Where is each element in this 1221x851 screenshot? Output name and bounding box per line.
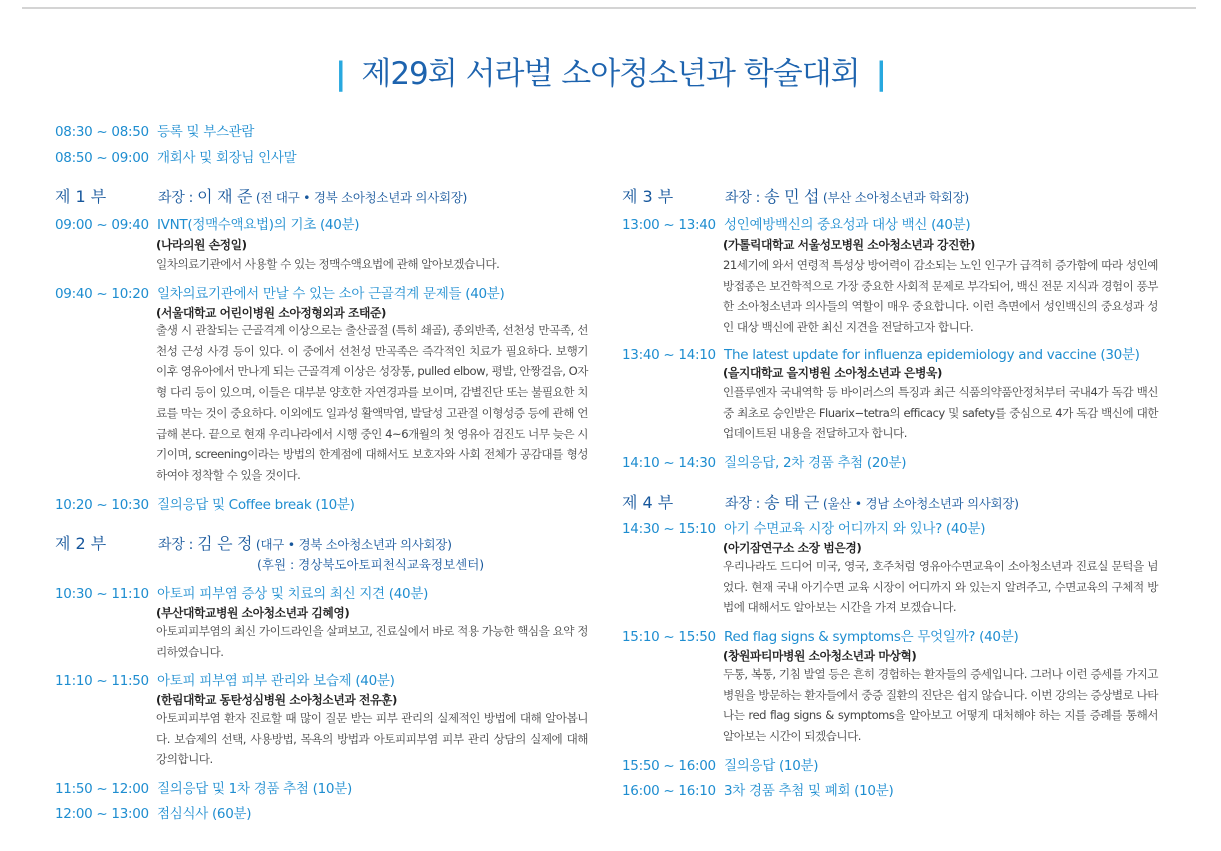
topic: 성인예방백신의 중요성과 대상 백신 (40분): [724, 217, 971, 233]
session-header: [55, 531, 452, 554]
schedule-row: [55, 802, 251, 822]
talk-description: 아토피피부염의 최신 가이드라인을 살펴보고, 진료실에서 바로 적용 가능한 핵심을 요약 정리하였습니다.: [156, 624, 588, 659]
schedule-row: [55, 777, 352, 797]
schedule-row: [55, 213, 359, 233]
time: 09:00 ~ 09:40: [55, 217, 149, 233]
topic: 질의응답 및 Coffee break (10분): [157, 497, 355, 513]
speaker: (을지대학교 을지병원 소아청소년과 은병욱): [723, 366, 943, 380]
page-title: | 제29회 서라벌 소아청소년과 학술대회 |: [335, 56, 886, 92]
topic: 개회사 및 회장님 인사말: [157, 150, 297, 166]
session-label: 제 2 부: [55, 534, 107, 553]
schedule-row: [622, 451, 906, 471]
schedule-row: [622, 625, 1018, 645]
session-header: [622, 184, 969, 207]
time: 15:10 ~ 15:50: [622, 629, 716, 645]
topic: Red flag signs & symptoms은 무엇일까? (40분): [724, 629, 1019, 645]
schedule-row: [622, 343, 1140, 363]
time: 12:00 ~ 13:00: [55, 806, 149, 822]
time: 11:10 ~ 11:50: [55, 673, 149, 689]
topic: 일차의료기관에서 만날 수 있는 소아 근골격계 문제들 (40분): [157, 286, 505, 302]
talk-description: 아토피피부염 환자 진료할 때 많이 질문 받는 피부 관리의 실제적인 방법에 대해 알아봅니다. 보습제의 선택, 사용방법, 목욕의 방법과 아토피피부염 피부 관리 상담의 실제에 대해 강의합니다.: [156, 711, 588, 767]
time: 08:30 ~ 08:50: [55, 124, 149, 140]
talk-description: 우리나라도 드디어 미국, 영국, 호주처럼 영유아수면교육이 소아청소년과 진료실 문턱을 넘었다. 현재 국내 아기수면 교육 시장이 어디까지 와 있는지 알려주고, 수면교육의 구체적 방법에 대해서도 알아보는 시간을 가져 보겠습니다.: [723, 559, 1158, 615]
topic: 점심식사 (60분): [157, 806, 252, 822]
time: 10:20 ~ 10:30: [55, 497, 149, 513]
talk-description: 일차의료기관에서 사용할 수 있는 정맥수액요법에 관해 알아보겠습니다.: [156, 257, 500, 271]
schedule-row: [622, 779, 893, 799]
schedule-row: [55, 582, 428, 602]
schedule-row: [622, 754, 818, 774]
speaker: (나라의원 손정일): [156, 238, 247, 252]
session-header: [55, 184, 467, 207]
topic: IVNT(정맥수액요법)의 기초 (40분): [157, 217, 360, 233]
schedule-row: [55, 669, 395, 689]
time: 14:30 ~ 15:10: [622, 521, 716, 537]
time: 14:10 ~ 14:30: [622, 455, 716, 471]
top-divider: [22, 7, 1196, 9]
schedule-row: [622, 213, 970, 233]
session-label: 제 4 부: [622, 493, 674, 512]
session-label: 제 1 부: [55, 187, 107, 206]
speaker: (부산대학교병원 소아청소년과 김혜영): [156, 606, 350, 620]
session-sponsor: (후원 : 경상북도아토피천식교육정보센터): [257, 557, 485, 572]
topic: 질의응답 및 1차 경품 추첨 (10분): [157, 781, 352, 797]
topic: 3차 경품 추첨 및 폐회 (10분): [724, 783, 894, 799]
schedule-row: [55, 146, 296, 166]
speaker: (창원파티마병원 소아청소년과 마상혁): [723, 649, 917, 663]
session-chair: 좌장 : 송 민 섭 (부산 소아청소년과 학회장): [725, 187, 969, 206]
session-chair: 좌장 : 이 재 준 (전 대구 • 경북 소아청소년과 의사회장): [158, 187, 468, 206]
topic: 아기 수면교육 시장 어디까지 와 있나? (40분): [724, 521, 986, 537]
topic: 질의응답 (10분): [724, 758, 819, 774]
topic: The latest update for influenza epidemiology and vaccine (30분): [724, 347, 1140, 363]
time: 13:40 ~ 14:10: [622, 347, 716, 363]
topic: 질의응답, 2차 경품 추첨 (20분): [724, 455, 907, 471]
title-bar-right: |: [875, 56, 886, 92]
talk-description: 인플루엔자 국내역학 등 바이러스의 특징과 최근 식품의약품안정처부터 국내4가 독감 백신 중 최초로 승인받은 Fluarix−tetra의 efficacy 및 safety를 중심으로 4가 독감 백신에 대한 업데이트된 내용을 전달하고자 합니다.: [723, 385, 1158, 441]
speaker: (가톨릭대학교 서울성모병원 소아청소년과 강진한): [723, 238, 976, 252]
time: 09:40 ~ 10:20: [55, 286, 149, 302]
time: 16:00 ~ 16:10: [622, 783, 716, 799]
schedule-row: [622, 517, 985, 537]
time: 15:50 ~ 16:00: [622, 758, 716, 774]
session-label: 제 3 부: [622, 187, 674, 206]
session-chair: 좌장 : 김 은 정 (대구 • 경북 소아청소년과 의사회장): [158, 534, 452, 553]
schedule-row: [55, 282, 505, 302]
talk-description: 출생 시 관찰되는 근골격계 이상으로는 출산골절 (특히 쇄골), 종외반족, 선천성 만곡족, 선천성 근성 사경 등이 있다. 이 중에서 선천성 만곡족은 즉각적인 치료가 필요하다. 보행기 이후 영유아에서 만나게 되는 근골격계 이상은 성장통, pulled elbow, 평발, 안짱걸음, O자형 다리 등이 있으며, 이들은 대부분 양호한 자연경과를 보이며, 감별진단 또는 불필요한 치료를 막는 것이 중요하다. 이외에도 일과성 활액막염, 발달성 고관절 이형성증 등에 관해 언급해 본다. 끝으로 현재 우리나라에서 시행 중인 4~6개월의 첫 영유아 검진도 너무 늦은 시기이며, screening이라는 방법의 한계점에 대해서도 보호자와 사회 전체가 공감대를 형성하여야 정착할 수 있을 것이다.: [156, 323, 588, 482]
topic: 아토피 피부염 증상 및 치료의 최신 지견 (40분): [157, 586, 429, 602]
title-bar-left: |: [335, 56, 346, 92]
talk-description: 21세기에 와서 연령적 특성상 방어력이 감소되는 노인 인구가 급격히 증가함에 따라 성인예방접종은 보건학적으로 가장 중요한 사회적 문제로 부각되어, 백신 전문 지식과 경험이 풍부한 소아청소년과 의사들의 역할이 매우 중요합니다. 이런 측면에서 성인백신의 중요성과 성인 대상 백신에 관한 최신 지견을 전달하고자 합니다.: [723, 258, 1158, 335]
speaker: (서울대학교 어린이병원 소아정형외과 조태준): [156, 306, 387, 320]
schedule-row: [55, 493, 355, 513]
speaker: (한림대학교 동탄성심병원 소아청소년과 전유훈): [156, 693, 398, 707]
time: 13:00 ~ 13:40: [622, 217, 716, 233]
topic: 아토피 피부염 피부 관리와 보습제 (40분): [157, 673, 395, 689]
session-chair: 좌장 : 송 태 근 (울산 • 경남 소아청소년과 의사회장): [725, 493, 1019, 512]
topic: 등록 및 부스관람: [157, 124, 255, 140]
time: 10:30 ~ 11:10: [55, 586, 149, 602]
time: 11:50 ~ 12:00: [55, 781, 149, 797]
session-header: [622, 490, 1019, 513]
speaker: (아기잠연구소 소장 범은경): [723, 541, 862, 555]
talk-description: 두통, 복통, 기침 발열 등은 흔히 경험하는 환자들의 증세입니다. 그러나 이런 증세를 가지고 병원을 방문하는 환자들에서 중증 질환의 진단은 쉽지 않습니다. 이번 강의는 증상별로 나타나는 red flag signs & symptoms을 알아보고 어떻게 대처해야 하는 지를 증례를 통해서 알아보는 시간이 되겠습니다.: [723, 667, 1158, 744]
schedule-row: [55, 120, 254, 140]
time: 08:50 ~ 09:00: [55, 150, 149, 166]
